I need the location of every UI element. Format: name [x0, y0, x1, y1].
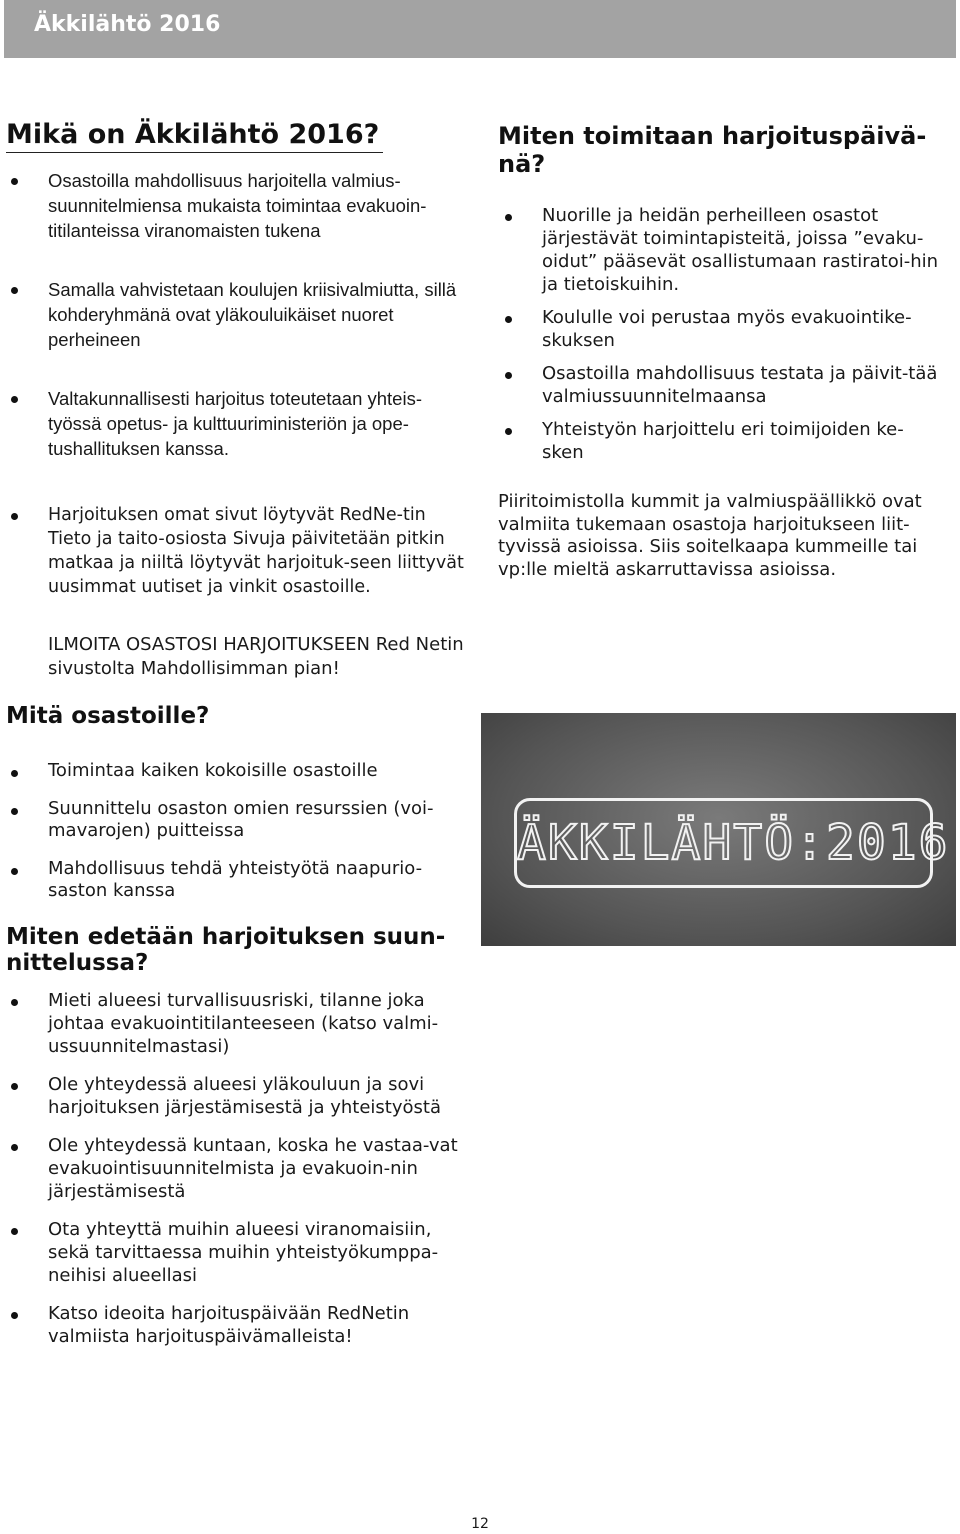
header-bar [4, 0, 956, 58]
list-item: Harjoituksen omat sivut löytyvät RedNe-tin Tieto ja taito-osiosta Sivuja päivitetään pitkin matkaa ja niiltä löytyvät harjoituk-seen liittyvät uusimmat uutiset ja vinkit osastoille. [6, 503, 464, 599]
planning-list [6, 989, 466, 1363]
list-item: Yhteistyön harjoittelu eri toimijoiden ke-sken [500, 418, 940, 464]
section-title-exercise-day: Miten toimitaan harjoituspäivä-nä? [498, 122, 927, 178]
district-office-paragraph: Piiritoimistolla kummit ja valmiuspäällikkö ovat valmiita tukemaan osastoja harjoitukseen liit-tyvissä asioissa. Siis soitelkaapa kummeille tai vp:lle mieltä askarruttavissa asioissa. [498, 491, 922, 580]
list-item: Samalla vahvistetaan koulujen kriisivalmiutta, sillä kohderyhmänä ovat yläkouluikäiset nuoret perheineen [6, 277, 464, 352]
banner-logo-text: ÄKKILÄHTÖ:2016 [517, 815, 950, 871]
list-item: Ole yhteydessä alueesi yläkouluun ja sovi harjoituksen järjestämisestä ja yhteistyöstä [6, 1073, 466, 1119]
header-title: Äkkilähtö 2016 [34, 12, 221, 37]
section-title-for-branches: Mitä osastoille? [6, 703, 210, 729]
list-item: Valtakunnallisesti harjoitus toteutetaan yhteis-työssä opetus- ja kulttuuriministeriön ja ope-tushallituksen kanssa. [6, 386, 464, 461]
list-item: Toimintaa kaiken kokoisille osastoille [6, 760, 466, 782]
akkilahto-banner-image [481, 713, 956, 946]
for-branches-list [6, 760, 466, 918]
list-item: Osastoilla mahdollisuus harjoitella valmius-suunnitelmiensa mukaista toimintaa evakuoin-titilanteissa viranomaisten tukena [6, 168, 464, 243]
registration-note: ILMOITA OSASTOSI HARJOITUKSEEN Red Netin sivustolta Mahdollisimman pian! [48, 634, 464, 679]
banner-frame [514, 798, 950, 888]
list-item: Mieti alueesi turvallisuusriski, tilanne joka johtaa evakuointitilanteeseen (katso valmi-ussuunnitelmastasi) [6, 989, 466, 1058]
what-is-list [6, 168, 464, 599]
list-item: Ole yhteydessä kuntaan, koska he vastaa-vat evakuointisuunnitelmista ja evakuoin-nin järjestämisestä [6, 1134, 466, 1203]
list-item: Mahdollisuus tehdä yhteistyötä naapurio-saston kanssa [6, 858, 466, 902]
list-item: Suunnittelu osaston omien resurssien (voi-mavarojen) puitteissa [6, 798, 466, 842]
list-item: Osastoilla mahdollisuus testata ja päivit-tää valmiussuunnitelmaansa [500, 362, 940, 408]
page-number: 12 [471, 1516, 489, 1532]
list-item: Ota yhteyttä muihin alueesi viranomaisiin, sekä tarvittaessa muihin yhteistyökumppa-neihisi alueellasi [6, 1218, 466, 1287]
exercise-day-list [500, 204, 940, 474]
list-item: Katso ideoita harjoituspäivään RedNetin valmiista harjoituspäivämalleista! [6, 1302, 466, 1348]
section-title-what-is: Mikä on Äkkilähtö 2016? [6, 118, 383, 153]
list-item: Nuorille ja heidän perheilleen osastot järjestävät toimintapisteitä, joissa ”evaku-oidut” pääsevät osallistumaan rastiratoi-hin ja tietoiskuihin. [500, 204, 940, 296]
section-title-planning: Miten edetään harjoituksen suun-nittelussa? [6, 924, 446, 976]
list-item: Koululle voi perustaa myös evakuointike-skuksen [500, 306, 940, 352]
